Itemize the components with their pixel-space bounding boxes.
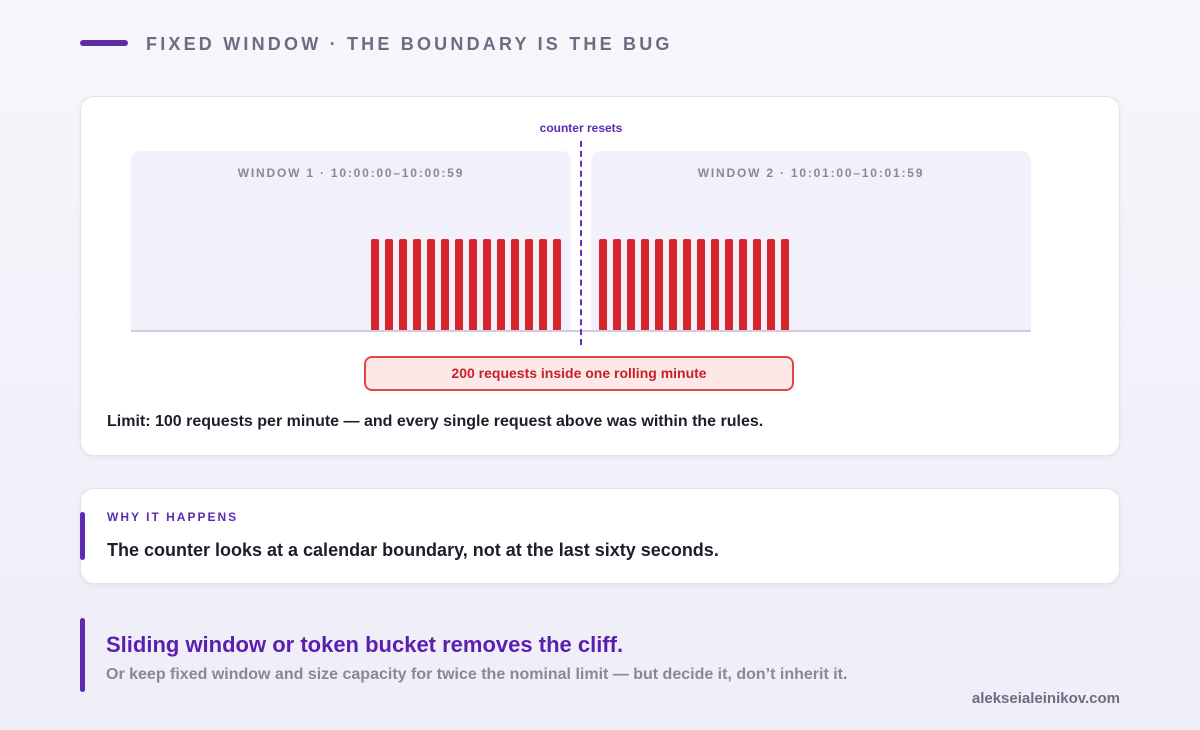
request-bar — [753, 239, 761, 330]
fix-subtext: Or keep fixed window and size capacity for twice the nominal limit — but decide it, don’t inherit it. — [106, 666, 848, 683]
site-credit: alekseialeinikov.com — [971, 690, 1120, 707]
request-bar — [627, 239, 635, 330]
request-bar — [427, 239, 435, 330]
request-bar — [655, 239, 663, 330]
request-bar — [385, 239, 393, 330]
limit-caption: Limit: 100 requests per minute — and every single request above was within the rules. — [107, 413, 764, 430]
request-bar — [781, 239, 789, 330]
burst-callout: 200 requests inside one rolling minute — [364, 356, 794, 391]
request-bar — [683, 239, 691, 330]
request-bar — [553, 239, 561, 330]
counter-reset-line — [580, 141, 582, 345]
request-bar — [539, 239, 547, 330]
request-bar — [599, 239, 607, 330]
request-bar — [525, 239, 533, 330]
fix-headline: Sliding window or token bucket removes the cliff. — [106, 632, 624, 657]
why-text: The counter looks at a calendar boundary, not at the last sixty seconds. — [107, 540, 719, 560]
window-1-label: WINDOW 1 · 10:00:00–10:00:59 — [237, 166, 465, 180]
request-bar — [511, 239, 519, 330]
request-bar — [441, 239, 449, 330]
header-accent-bar — [80, 40, 128, 46]
counter-reset-label: counter resets — [539, 121, 623, 135]
window-1-panel — [131, 151, 571, 331]
request-bar — [371, 239, 379, 330]
diagram-card — [80, 96, 1120, 456]
why-card — [80, 488, 1120, 584]
window-2-label: WINDOW 2 · 10:01:00–10:01:59 — [697, 166, 925, 180]
request-bar — [399, 239, 407, 330]
why-accent-bar — [80, 512, 85, 560]
request-bar — [641, 239, 649, 330]
request-bar — [767, 239, 775, 330]
request-bar — [469, 239, 477, 330]
request-bar — [739, 239, 747, 330]
page-title: FIXED WINDOW · THE BOUNDARY IS THE BUG — [146, 34, 673, 54]
request-bar — [669, 239, 677, 330]
request-bar — [711, 239, 719, 330]
request-bar — [455, 239, 463, 330]
request-bar — [483, 239, 491, 330]
request-bar — [413, 239, 421, 330]
request-bar — [497, 239, 505, 330]
why-label: WHY IT HAPPENS — [107, 510, 239, 524]
fix-accent-bar — [80, 618, 85, 692]
request-bar — [725, 239, 733, 330]
request-bar — [697, 239, 705, 330]
request-bar — [613, 239, 621, 330]
